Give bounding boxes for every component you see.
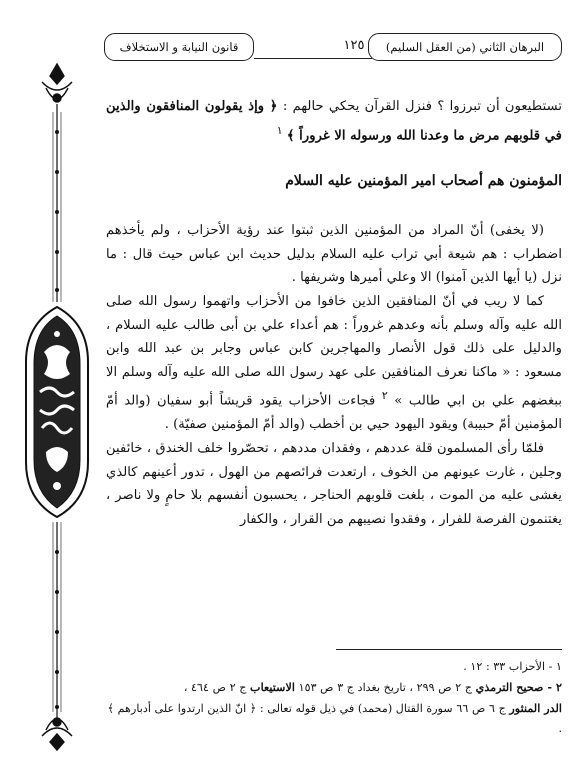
- footnote-2-ref-b: ج ٢ ص ٤٦٤ ،: [183, 681, 251, 694]
- footnote-3-ref: ج ٦ ص ٦٦ سورة القتال (محمد) في ذيل قوله تعالى : ﴿ انّ الذين ارتدوا على أدبارهم ﴾ .: [107, 702, 562, 735]
- paragraph-4: فلمّا رأى المسلمون قلة عددهم ، وفقدان مددهم ، تحصّروا خلف الخندق ، خائفين وجلين ، غارت عيونهم من الخوف ، ارتعدت فرائصهم من الهول ، تدور أعينهم كالذي يغشى عليه من الموت ، بلغت قلوبهم الحناجر ، يحسبون أنفسهم بلا حامٍ ولا ناصر ، يغتنمون الفرصة للفرار ، وفقدوا نصيبهم من القرار ، والكفار: [106, 440, 562, 527]
- top-finial-icon: [42, 64, 72, 102]
- footnote-2-source-b: الاستيعاب: [250, 680, 295, 694]
- paragraph-2: (لا يخفى) أنّ المراد من المؤمنين الذين ثبتوا عند رؤية الأحزاب ، ولم يأخذهم اضطراب : هم شيعة أبي تراب عليه السلام بدليل حديث ابن عباس حيث قال : ما نزل (يا أيها الذين آمنوا) الا وعلي أميرها وشريفها .: [106, 223, 562, 286]
- page-body: [106, 95, 562, 531]
- footnote-ref-1: ١: [276, 123, 283, 137]
- quran-quote: ﴿ وإذ يقولون المنافقون والذين في قلوبهم مرض ما وعدنا الله ورسوله الا غروراً ﴾: [106, 99, 562, 143]
- section-title: البرهان الثاني (من العقل السليم): [385, 40, 545, 54]
- footnote-ref-2: ٢: [381, 389, 388, 403]
- footnote-2-ref-a: ج ٢ ص ٢٩٩ ، تاريخ بغداد ج ٣ ص ١٥٣: [295, 681, 476, 694]
- footnote-rule: [336, 649, 562, 650]
- footnote-3: [106, 698, 562, 739]
- paragraph-3: [106, 290, 562, 437]
- paragraph-3-continuation: فجاءت الأحزاب يقود قريشاً أبو سفيان (والد أمّ المؤمنين أمّ حبيبة) ويقود اليهود حيي بن أخطب (والد أمّ المؤمنين صفيّة) .: [106, 393, 562, 433]
- chapter-title: قانون النيابة و الاستخلاف: [119, 40, 239, 54]
- section-heading: المؤمنون هم أصحاب امير المؤمنين عليه السلام: [285, 172, 562, 189]
- ornament-column: [22, 62, 92, 752]
- footnote-2: [106, 677, 562, 698]
- paragraph-1-text: تستطيعون أن تبرزوا ؟ فنزل القرآن يحكي حالهم :: [277, 99, 563, 114]
- footnotes: [106, 657, 562, 739]
- paragraph-3-text: كما لا ريب في أنّ المنافقين الذين خافوا من الأحزاب واتهموا رسول الله صلى الله عليه وآله وسلم بأنه وعدهم غروراً : هم أعداء علي بن أبى طالب عليه السلام ، والدليل على ذلك قول الأنصار والمهاجرين كابن عباس وجابر بن عبد الله وابن مسعود : « ماكنا نعرف المنافقين على عهد رسول الله صلى الله عليه وآله وسلم الا ببغضهم علي بن ابي طالب »: [106, 293, 563, 409]
- page-number: ١٢٥: [343, 38, 365, 53]
- chapter-title-box: [104, 33, 254, 61]
- calligraphy-medallion-icon: [26, 307, 88, 517]
- paragraph-1: [106, 95, 562, 148]
- page-header: [104, 33, 562, 61]
- section-title-box: [368, 33, 562, 61]
- footnote-1: ١ - الأحزاب ٣٣ : ١٢ .: [463, 660, 562, 673]
- header-rule: [254, 58, 372, 59]
- footnote-2-source-a: ٢ - صحيح الترمذي: [475, 680, 562, 694]
- bottom-finial-icon: [42, 718, 72, 750]
- footnote-3-source: الدر المنثور: [509, 701, 562, 715]
